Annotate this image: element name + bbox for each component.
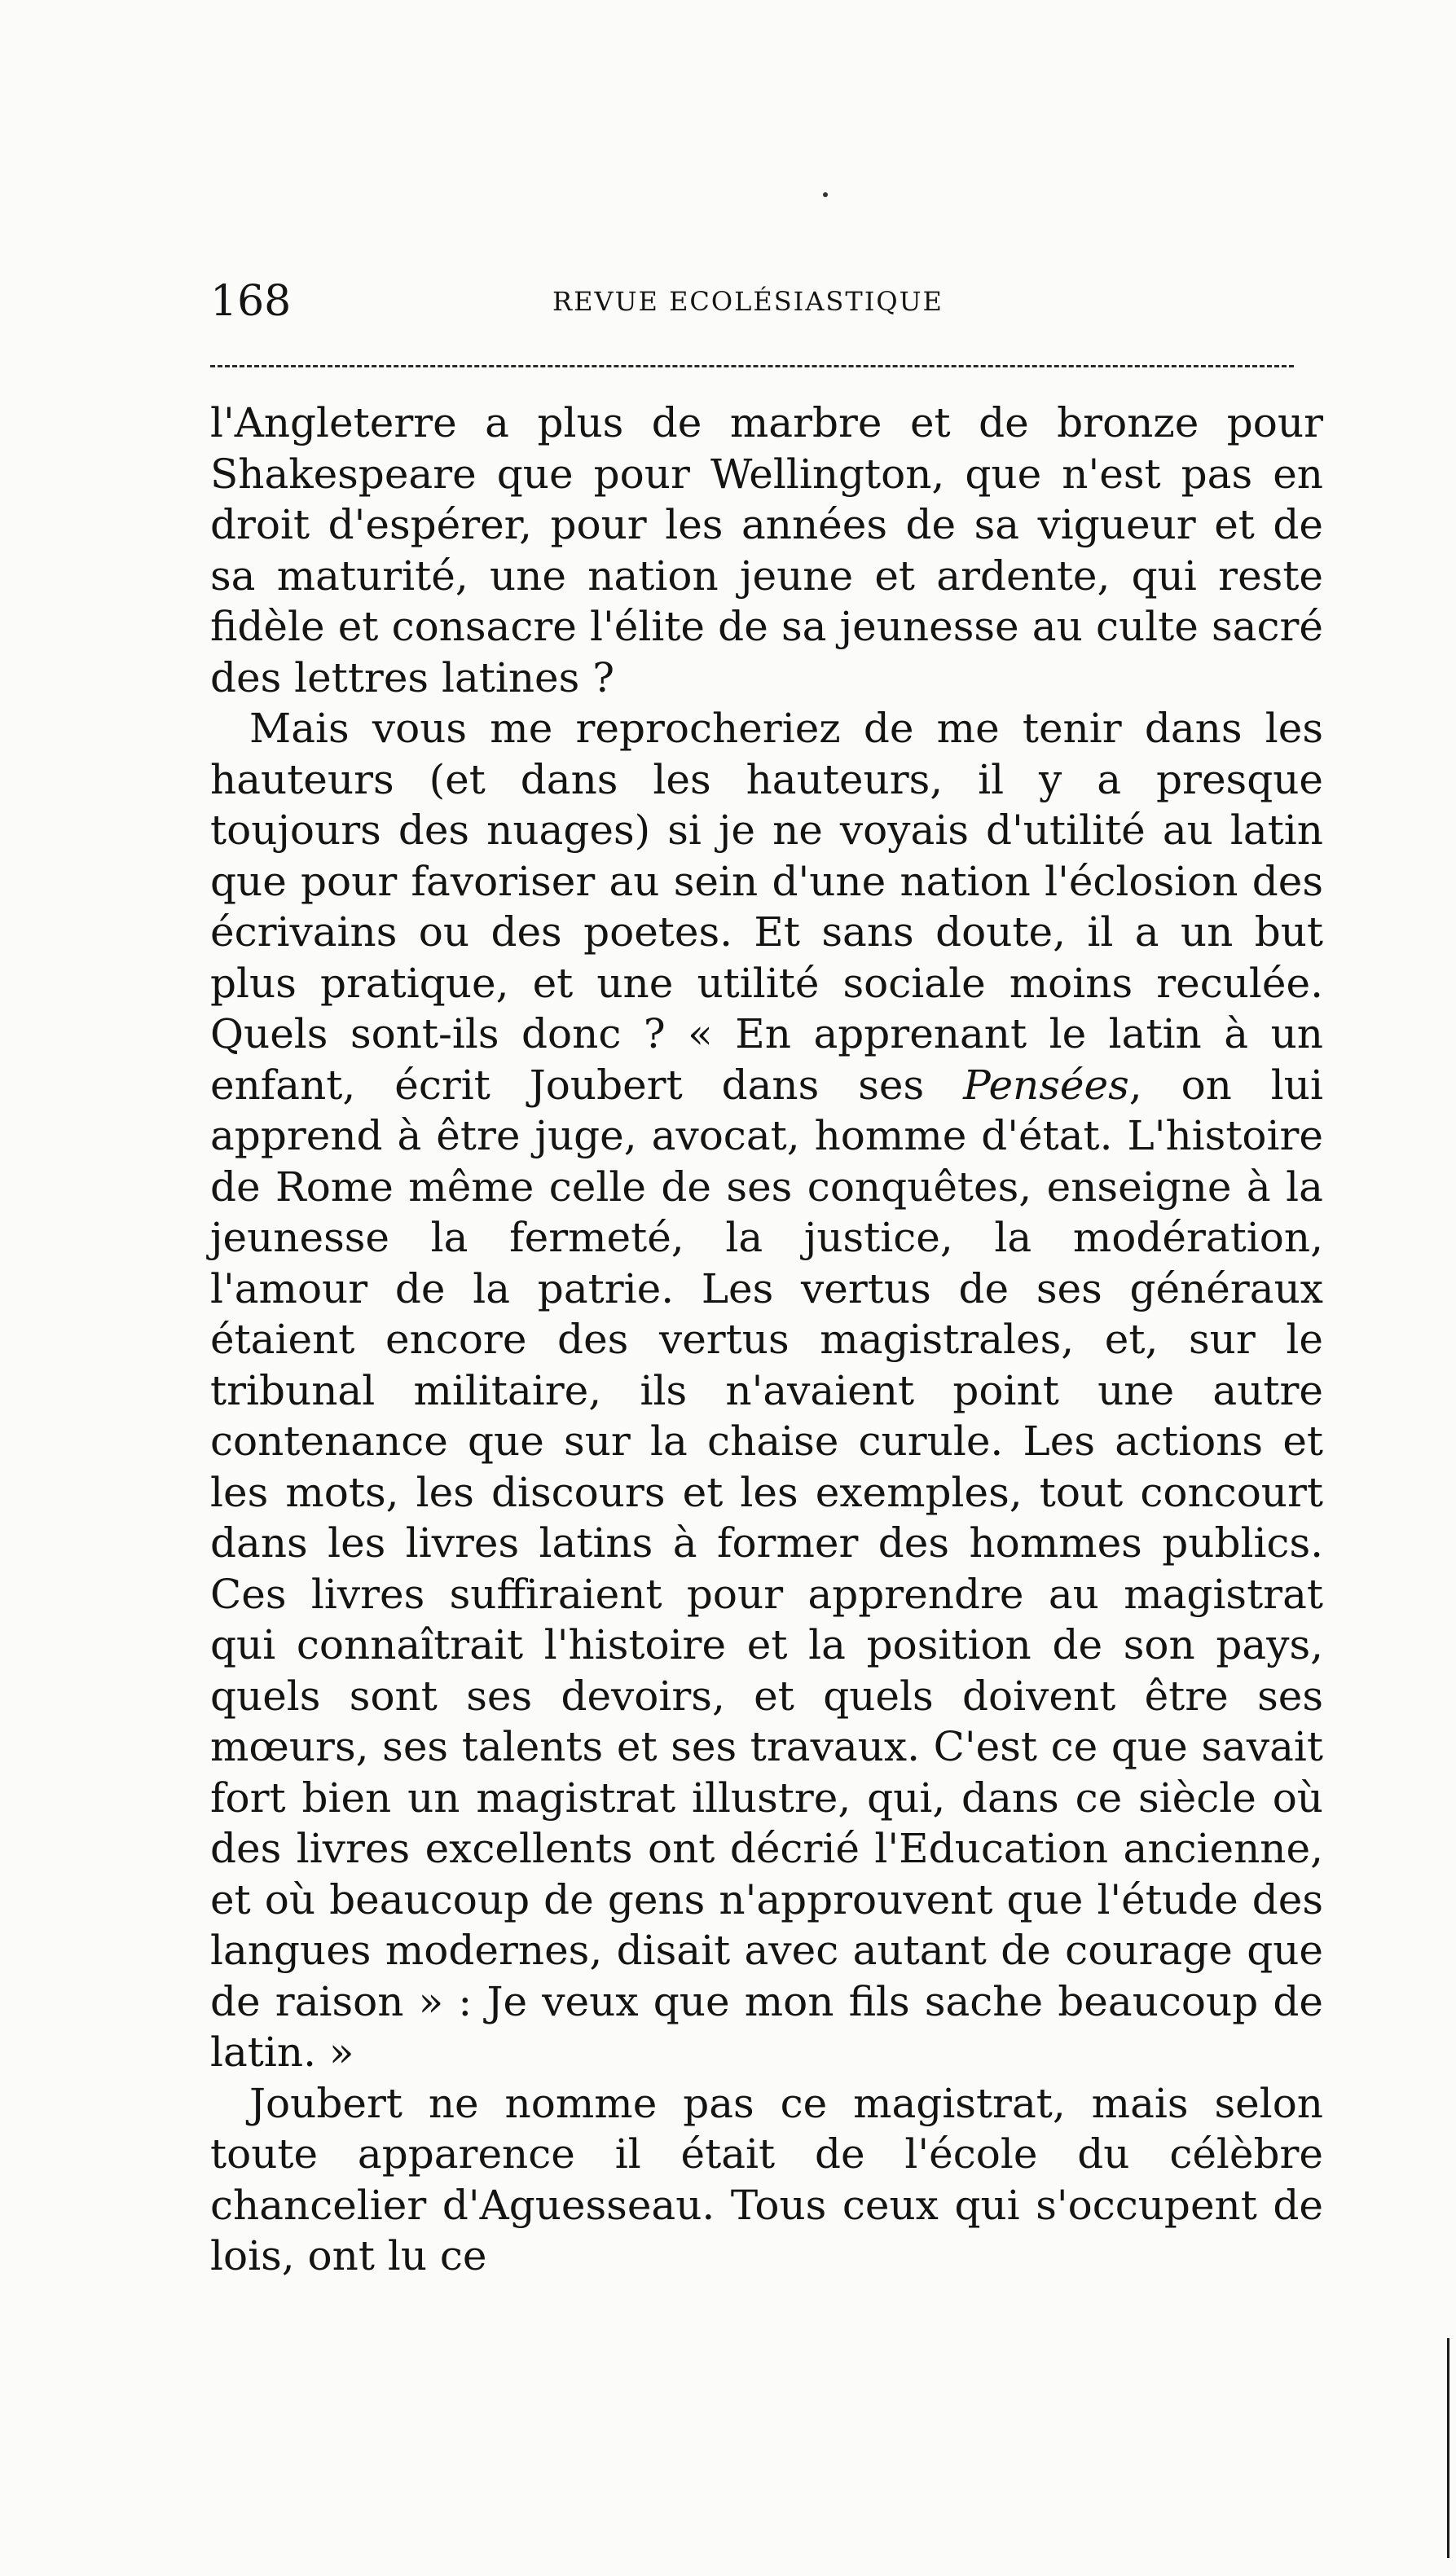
paragraph-2-text-start: Mais vous me reprocheriez de me tenir dans les hauteurs (et dans les hauteurs, il y a presque toujours des nuages) si je ne voyais d'utilité au latin que pour favoriser au sein d'une nation l'éclosion des écrivains ou des poetes. Et sans doute, il a un but plus pratique, et une utilité sociale moins reculée. Quels sont-ils donc ? « En apprenant le latin à un enfant, écrit Joubert dans ses [210,705,1323,1109]
paragraph-3 [210,2078,1323,2282]
running-title: REVUE ECOLÉSIASTIQUE [552,286,944,317]
paragraph-1 [210,398,1323,703]
paragraph-1-text: l'Angleterre a plus de marbre et de bronze pour Shakespeare que pour Wellington, que n'est pas en droit d'espérer, pour les années de sa vigueur et de sa maturité, une nation jeune et ardente, qui reste fidèle et consacre l'élite de sa jeunesse au culte sacré des lettres latines ? [210,399,1323,701]
ink-speck [823,192,828,197]
paragraph-2-text-end: , on lui apprend à être juge, avocat, homme d'état. L'histoire de Rome même celle de ses conquêtes, enseigne à la jeunesse la fermeté, la justice, la modération, l'amour de la patrie. Les vertus de ses généraux étaient encore des vertus magistrales, et, sur le tribunal militaire, ils n'avaient point une autre contenance que sur la chaise curule. Les actions et les mots, les discours et les exemples, tout concourt dans les livres latins à former des hommes publics. Ces livres suffiraient pour apprendre au magistrat qui connaîtrait l'histoire et la position de son pays, quels sont ses devoirs, et quels doivent être ses mœurs, ses talents et ses travaux. C'est ce que savait fort bien un magistrat illustre, qui, dans ce siècle où des livres excellents ont décrié l'Education ancienne, et où beaucoup de gens n'approuvent que l'étude des langues modernes, disait avec autant de courage que de raison » : Je veux que mon fils sache beaucoup de latin. » [210,1061,1323,2076]
paragraph-2 [210,703,1323,2078]
page-header [210,269,1318,334]
body-text [210,398,1323,2279]
paragraph-3-text: Joubert ne nomme pas ce magistrat, mais selon toute apparence il était de l'école du célèbre chancelier d'Aguesseau. Tous ceux qui s'occupent de lois, ont lu ce [210,2079,1323,2279]
book-title-pensees: Pensées [963,1061,1129,1109]
header-rule [210,365,1294,367]
scan-edge-line [1447,2338,1449,2558]
page-number: 168 [210,277,292,326]
